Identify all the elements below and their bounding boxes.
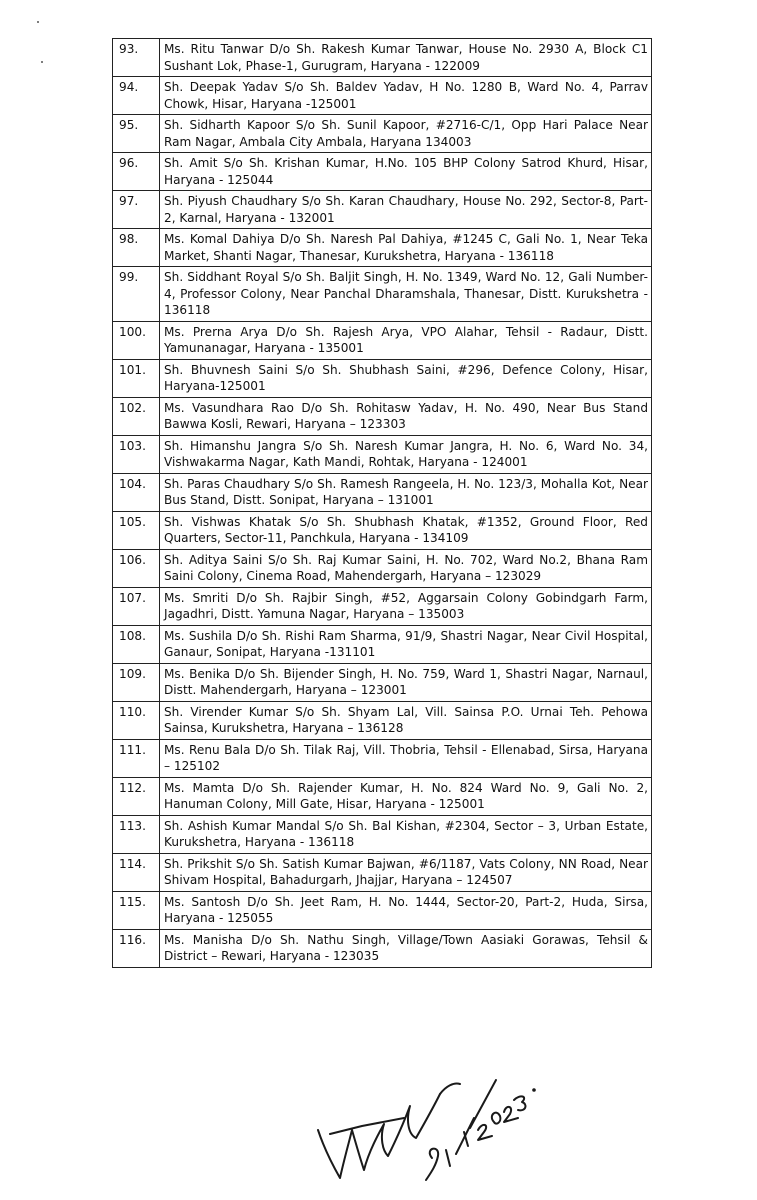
date-stroke — [492, 1113, 501, 1124]
signature-with-date — [300, 1060, 540, 1190]
row-number: 96. — [113, 153, 160, 191]
address-row — [113, 115, 652, 153]
date-stroke — [504, 1107, 518, 1122]
row-number: 97. — [113, 191, 160, 229]
address-row — [113, 929, 652, 967]
name-and-address: Ms. Manisha D/o Sh. Nathu Singh, Village/Town Aasiaki Gorawas, Tehsil & District – Rewari, Haryana - 123035 — [160, 929, 652, 967]
signature-stroke — [330, 1118, 404, 1134]
address-row — [113, 739, 652, 777]
name-and-address: Ms. Prerna Arya D/o Sh. Rajesh Arya, VPO Alahar, Tehsil - Radaur, Distt. Yamunanagar, Haryana - 135001 — [160, 321, 652, 359]
address-row — [113, 853, 652, 891]
name-and-address: Sh. Bhuvnesh Saini S/o Sh. Shubhash Saini, #296, Defence Colony, Hisar, Haryana-125001 — [160, 359, 652, 397]
row-number: 104. — [113, 473, 160, 511]
name-and-address: Sh. Ashish Kumar Mandal S/o Sh. Bal Kishan, #2304, Sector – 3, Urban Estate, Kurukshetra, Haryana - 136118 — [160, 815, 652, 853]
name-and-address: Sh. Paras Chaudhary S/o Sh. Ramesh Rangeela, H. No. 123/3, Mohalla Kot, Near Bus Stand, Distt. Sonipat, Haryana – 131001 — [160, 473, 652, 511]
row-number: 109. — [113, 663, 160, 701]
address-row — [113, 511, 652, 549]
name-and-address: Ms. Santosh D/o Sh. Jeet Ram, H. No. 1444, Sector-20, Part-2, Huda, Sirsa, Haryana - 125055 — [160, 891, 652, 929]
address-row — [113, 701, 652, 739]
row-number: 94. — [113, 77, 160, 115]
name-and-address: Ms. Renu Bala D/o Sh. Tilak Raj, Vill. Thobria, Tehsil - Ellenabad, Sirsa, Haryana – 125102 — [160, 739, 652, 777]
name-and-address: Ms. Mamta D/o Sh. Rajender Kumar, H. No. 824 Ward No. 9, Gali No. 2, Hanuman Colony, Mill Gate, Hisar, Haryana - 125001 — [160, 777, 652, 815]
address-list-body — [113, 39, 652, 968]
name-and-address: Ms. Smriti D/o Sh. Rajbir Singh, #52, Aggarsain Colony Gobindgarh Farm, Jagadhri, Distt. Yamuna Nagar, Haryana – 135003 — [160, 587, 652, 625]
address-row — [113, 153, 652, 191]
name-and-address: Sh. Sidharth Kapoor S/o Sh. Sunil Kapoor, #2716-C/1, Opp Hari Palace Near Ram Nagar, Ambala City Ambala, Haryana 134003 — [160, 115, 652, 153]
row-number: 108. — [113, 625, 160, 663]
row-number: 110. — [113, 701, 160, 739]
address-row — [113, 549, 652, 587]
signature-stroke — [440, 1083, 460, 1094]
name-and-address: Ms. Vasundhara Rao D/o Sh. Rohitasw Yadav, H. No. 490, Near Bus Stand Bawwa Kosli, Rewari, Haryana – 123303 — [160, 397, 652, 435]
row-number: 116. — [113, 929, 160, 967]
row-number: 106. — [113, 549, 160, 587]
row-number: 111. — [113, 739, 160, 777]
name-and-address: Sh. Himanshu Jangra S/o Sh. Naresh Kumar Jangra, H. No. 6, Ward No. 34, Vishwakarma Nagar, Kath Mandi, Rohtak, Haryana - 124001 — [160, 435, 652, 473]
address-row — [113, 625, 652, 663]
address-row — [113, 587, 652, 625]
address-list-table — [112, 38, 652, 968]
row-number: 103. — [113, 435, 160, 473]
name-and-address: Ms. Komal Dahiya D/o Sh. Naresh Pal Dahiya, #1245 C, Gali No. 1, Near Teka Market, Shanti Nagar, Thanesar, Kurukshetra, Haryana - 136118 — [160, 229, 652, 267]
address-row — [113, 777, 652, 815]
row-number: 112. — [113, 777, 160, 815]
row-number: 93. — [113, 39, 160, 77]
address-row — [113, 397, 652, 435]
address-row — [113, 815, 652, 853]
address-row — [113, 191, 652, 229]
scan-speck — [41, 61, 43, 63]
date-stroke — [426, 1149, 438, 1180]
address-row — [113, 267, 652, 322]
address-row — [113, 229, 652, 267]
row-number: 113. — [113, 815, 160, 853]
date-stroke — [446, 1150, 450, 1166]
address-row — [113, 77, 652, 115]
name-and-address: Sh. Piyush Chaudhary S/o Sh. Karan Chaudhary, House No. 292, Sector-8, Part-2, Karnal, Haryana - 132001 — [160, 191, 652, 229]
name-and-address: Sh. Aditya Saini S/o Sh. Raj Kumar Saini, H. No. 702, Ward No.2, Bhana Ram Saini Colony, Cinema Road, Mahendergarh, Haryana – 123029 — [160, 549, 652, 587]
address-row — [113, 891, 652, 929]
name-and-address: Sh. Deepak Yadav S/o Sh. Baldev Yadav, H No. 1280 B, Ward No. 4, Parrav Chowk, Hisar, Haryana -125001 — [160, 77, 652, 115]
date-stroke — [478, 1125, 492, 1140]
name-and-address: Ms. Benika D/o Sh. Bijender Singh, H. No. 759, Ward 1, Shastri Nagar, Narnaul, Distt. Mahendergarh, Haryana – 123001 — [160, 663, 652, 701]
name-and-address: Sh. Prikshit S/o Sh. Satish Kumar Bajwan, #6/1187, Vats Colony, NN Road, Near Shivam Hospital, Bahadurgarh, Jhajjar, Haryana – 124507 — [160, 853, 652, 891]
name-and-address: Sh. Siddhant Royal S/o Sh. Baljit Singh, H. No. 1349, Ward No. 12, Gali Number- 4, Professor Colony, Near Panchal Dharamshala, Thanesar, Distt. Kurukshetra - 136118 — [160, 267, 652, 322]
row-number: 115. — [113, 891, 160, 929]
address-row — [113, 359, 652, 397]
row-number: 99. — [113, 267, 160, 322]
date-dot — [532, 1088, 536, 1092]
row-number: 95. — [113, 115, 160, 153]
name-and-address: Sh. Virender Kumar S/o Sh. Shyam Lal, Vill. Sainsa P.O. Urnai Teh. Pehowa Sainsa, Kurukshetra, Haryana – 136128 — [160, 701, 652, 739]
row-number: 107. — [113, 587, 160, 625]
address-row — [113, 435, 652, 473]
row-number: 101. — [113, 359, 160, 397]
row-number: 100. — [113, 321, 160, 359]
name-and-address: Sh. Amit S/o Sh. Krishan Kumar, H.No. 105 BHP Colony Satrod Khurd, Hisar, Haryana - 125044 — [160, 153, 652, 191]
date-stroke — [514, 1096, 525, 1110]
scan-speck — [37, 21, 39, 23]
name-and-address: Sh. Vishwas Khatak S/o Sh. Shubhash Khatak, #1352, Ground Floor, Red Quarters, Sector-11, Panchkula, Haryana - 134109 — [160, 511, 652, 549]
row-number: 105. — [113, 511, 160, 549]
row-number: 98. — [113, 229, 160, 267]
row-number: 102. — [113, 397, 160, 435]
signature-date-text: 9/1/2023 — [300, 1060, 305, 1061]
signature-stroke — [318, 1094, 440, 1178]
address-row — [113, 39, 652, 77]
address-row — [113, 473, 652, 511]
address-row — [113, 321, 652, 359]
address-row — [113, 663, 652, 701]
row-number: 114. — [113, 853, 160, 891]
name-and-address: Ms. Ritu Tanwar D/o Sh. Rakesh Kumar Tanwar, House No. 2930 A, Block C1 Sushant Lok, Phase-1, Gurugram, Haryana - 122009 — [160, 39, 652, 77]
name-and-address: Ms. Sushila D/o Sh. Rishi Ram Sharma, 91/9, Shastri Nagar, Near Civil Hospital, Ganaur, Sonipat, Haryana -131101 — [160, 625, 652, 663]
